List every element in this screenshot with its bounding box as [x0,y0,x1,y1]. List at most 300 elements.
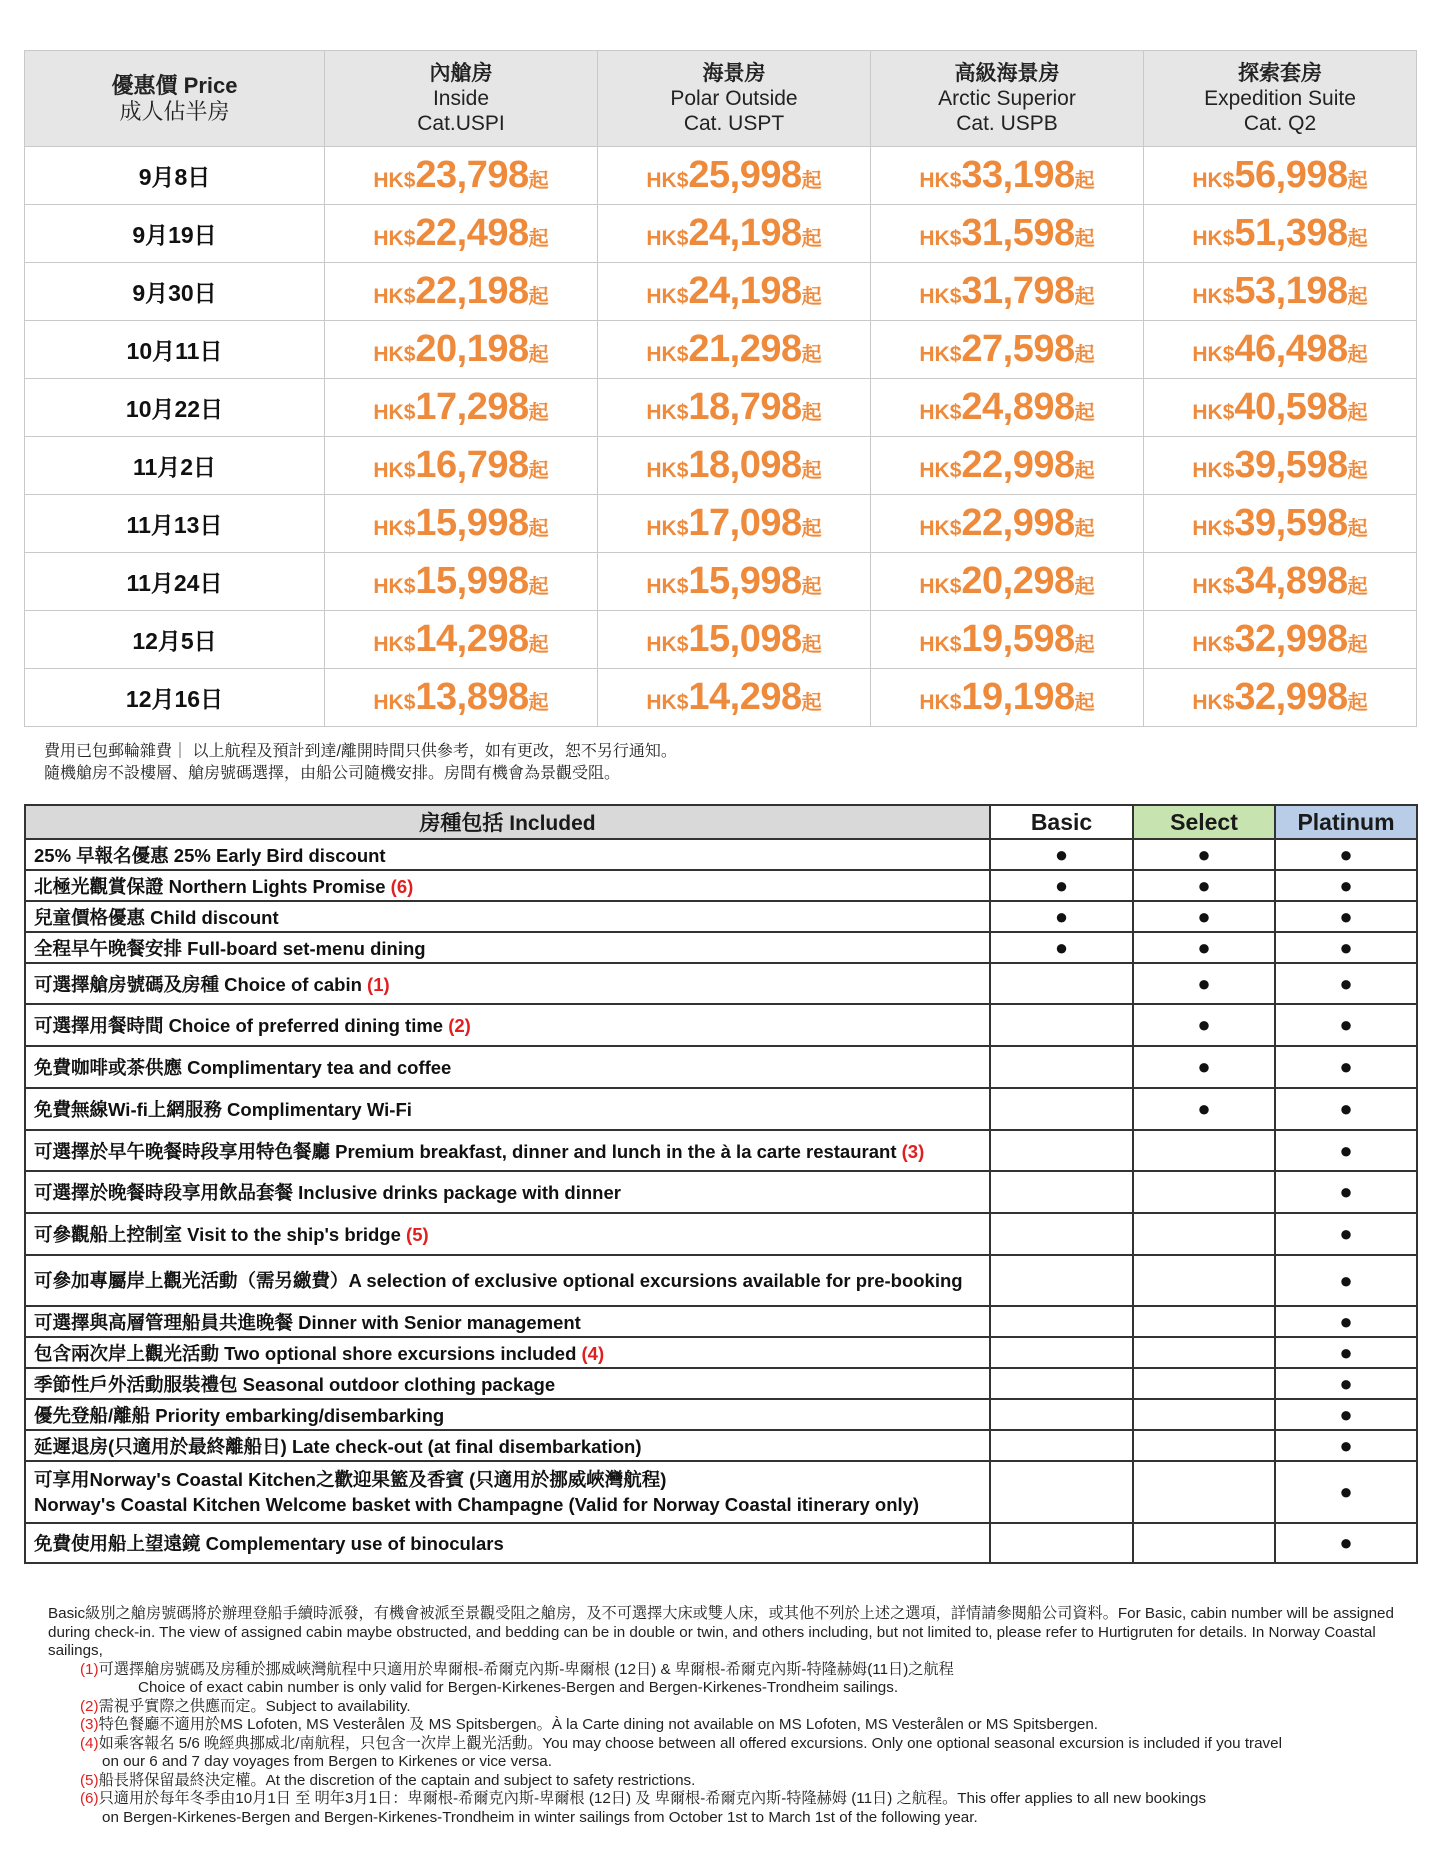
included-feature [25,932,990,963]
included-feature [25,1306,990,1337]
col-en: Polar Outside [670,87,798,110]
price-currency: HK$ [919,401,962,424]
tier-cell-select [1133,1430,1275,1461]
price-amount: 46,498 [1234,328,1348,370]
included-dot-icon: ● [1339,1267,1353,1293]
price-amount: 17,098 [688,502,802,544]
price-amount: 14,298 [415,618,529,660]
included-feature [25,1430,990,1461]
price-suffix: 起 [528,402,549,424]
footnote-item [48,1661,1420,1698]
price-currency: HK$ [646,459,689,482]
included-dot-icon: ● [1054,872,1069,898]
price-row [25,669,1417,727]
price-cell [1144,553,1417,611]
feature-text: 可選擇於早午晚餐時段享用特色餐廳 Premium breakfast, dinner and lunch in the à la carte restaurant [34,1140,902,1162]
price-currency: HK$ [373,169,416,192]
price-currency: HK$ [919,343,962,366]
tier-cell-basic [990,932,1133,963]
price-amount: 27,598 [961,328,1075,370]
included-feature [25,1213,990,1255]
tier-cell-basic [990,1130,1133,1171]
price-cell [598,611,871,669]
price-value [1192,212,1368,254]
tier-cell-platinum [1275,963,1417,1004]
included-row [25,932,1417,963]
price-value [646,444,822,486]
included-dot-icon: ● [1339,872,1353,898]
tier-cell-platinum [1275,1255,1417,1306]
feature-text: 可選擇用餐時間 Choice of preferred dining time [34,1015,449,1036]
included-row [25,839,1417,870]
col-header-polar-outside [598,51,871,147]
included-dot-icon: ● [1197,1054,1211,1079]
feature-text: 可選擇於晚餐時段享用飲品套餐 Inclusive drinks package with dinner [34,1182,621,1203]
price-cell [598,147,871,205]
footnotes [48,1605,1420,1827]
tier-cell-basic [990,1213,1133,1255]
price-suffix: 起 [528,518,549,540]
included-dot-icon: ● [1339,1370,1353,1396]
price-currency: HK$ [646,633,689,656]
price-suffix: 起 [1074,576,1095,598]
included-row [25,1337,1417,1368]
feature-text: 北極光觀賞保證 Northern Lights Promise [34,875,391,897]
included-dot-icon: ● [1339,1308,1353,1334]
tier-cell-basic [990,963,1133,1004]
included-feature [25,901,990,932]
col-zh: 探索套房 [1238,62,1322,85]
price-amount: 13,898 [415,676,529,718]
price-suffix: 起 [528,634,549,656]
price-currency: HK$ [373,401,416,424]
price-value [919,386,1095,428]
tier-cell-select [1133,1306,1275,1337]
price-cell [598,205,871,263]
footnote-item [48,1735,1420,1772]
tier-cell-platinum [1275,1213,1417,1255]
price-amount: 22,198 [415,270,529,312]
price-suffix: 起 [1347,576,1368,598]
price-cell [871,147,1144,205]
price-value [373,444,549,486]
price-suffix: 起 [1347,344,1368,366]
price-amount: 15,998 [415,502,529,544]
tier-cell-select [1133,1130,1275,1171]
price-suffix: 起 [801,344,822,366]
price-value [646,270,822,312]
price-value [1192,502,1368,544]
tier-cell-select [1133,839,1275,870]
price-amount: 31,798 [961,270,1075,312]
sailing-date: 10月22日 [25,379,325,437]
included-row [25,901,1417,932]
price-suffix: 起 [801,460,822,482]
price-suffix: 起 [1347,692,1368,714]
footnote-continuation: Choice of exact cabin number is only valid for Bergen-Kirkenes-Bergen and Bergen-Kirkenes-Trondheim sailings. [138,1679,899,1696]
included-dot-icon: ● [1339,1096,1353,1121]
price-currency: HK$ [373,517,416,540]
feature-text: 免費無線Wi-fi上網服務 Complimentary Wi-Fi [34,1099,412,1120]
price-value [1192,270,1368,312]
col-cat: Cat. USPB [956,112,1058,135]
included-dot-icon: ● [1339,841,1353,867]
price-row [25,263,1417,321]
tier-cell-platinum [1275,870,1417,901]
included-feature [25,1337,990,1368]
price-value [1192,328,1368,370]
tier-cell-platinum [1275,1088,1417,1130]
price-value [1192,154,1368,196]
price-cell [598,553,871,611]
tier-cell-platinum [1275,1368,1417,1399]
price-currency: HK$ [919,285,962,308]
price-amount: 19,598 [961,618,1075,660]
price-cell [598,437,871,495]
col-en: Arctic Superior [938,87,1076,110]
included-row [25,1306,1417,1337]
footnote-item [48,1716,1420,1735]
included-row [25,1430,1417,1461]
included-feature-header: 房種包括 Included [25,805,990,839]
included-feature [25,1368,990,1399]
price-suffix: 起 [1074,518,1095,540]
price-amount: 24,198 [688,270,802,312]
included-dot-icon: ● [1339,903,1353,929]
tier-cell-platinum [1275,839,1417,870]
price-cell [325,379,598,437]
price-amount: 15,998 [415,560,529,602]
sailing-date: 9月19日 [25,205,325,263]
price-currency: HK$ [646,575,689,598]
tier-cell-select [1133,1255,1275,1306]
footnote-number: (5) [80,1771,99,1789]
sailing-date: 9月30日 [25,263,325,321]
price-amount: 51,398 [1234,212,1348,254]
price-value [1192,676,1368,718]
price-suffix: 起 [1074,460,1095,482]
col-zh: 高級海景房 [954,62,1060,85]
price-suffix: 起 [528,576,549,598]
footnote-number: (6) [80,1790,99,1807]
price-currency: HK$ [919,691,962,714]
included-dot-icon: ● [1339,1179,1353,1204]
price-suffix: 起 [1347,518,1368,540]
tier-cell-select [1133,1171,1275,1213]
tier-cell-select [1133,1461,1275,1523]
price-amount: 14,298 [688,676,802,718]
price-cell [1144,437,1417,495]
price-corner-header [25,51,325,147]
tier-cell-select [1133,1046,1275,1088]
footnote-text: 可選擇艙房號碼及房種於挪威峽灣航程中只適用於卑爾根-希爾克內斯-卑爾根 (12日) & 卑爾根-希爾克內斯-特隆赫姆(11日)之航程 [98,1660,954,1678]
footnote-ref: (5) [406,1224,429,1245]
price-value [1192,444,1368,486]
tier-cell-platinum [1275,1523,1417,1563]
price-row [25,379,1417,437]
price-cell [325,263,598,321]
tier-cell-select [1133,1399,1275,1430]
price-amount: 16,798 [415,444,529,486]
price-currency: HK$ [1192,227,1235,250]
price-value [373,154,549,196]
included-dot-icon: ● [1197,934,1211,960]
price-cell [598,495,871,553]
footnote-text: 需視乎實際之供應而定。Subject to availability. [98,1697,411,1715]
price-table [24,50,1417,727]
price-suffix: 起 [528,692,549,714]
price-currency: HK$ [919,517,962,540]
price-value [373,386,549,428]
tier-cell-select [1133,901,1275,932]
tier-cell-platinum [1275,1171,1417,1213]
included-row [25,1523,1417,1563]
tier-cell-platinum [1275,901,1417,932]
footnote-ref: (1) [367,973,390,995]
tier-cell-basic [990,1004,1133,1046]
tier-cell-basic [990,1088,1133,1130]
price-cell [1144,611,1417,669]
price-amount: 19,198 [961,676,1075,718]
tier-cell-basic [990,1523,1133,1563]
sailing-date: 12月5日 [25,611,325,669]
included-feature [25,1523,990,1563]
price-cell [871,379,1144,437]
included-feature [25,1088,990,1130]
included-dot-icon: ● [1197,1096,1211,1121]
tier-cell-basic [990,1337,1133,1368]
tier-cell-basic [990,1461,1133,1523]
price-cell [325,437,598,495]
price-currency: HK$ [1192,343,1235,366]
price-cell [1144,495,1417,553]
feature-text: 兒童價格優惠 Child discount [34,906,279,928]
price-cell [325,669,598,727]
included-dot-icon: ● [1339,1137,1353,1163]
included-dot-icon: ● [1197,1012,1211,1037]
included-dot-icon: ● [1054,841,1069,867]
price-suffix: 起 [801,170,822,192]
price-suffix: 起 [1074,692,1095,714]
col-header-inside [325,51,598,147]
footnote-item [48,1790,1420,1827]
col-en: Inside [432,87,490,110]
tier-cell-select [1133,1337,1275,1368]
price-cell [1144,147,1417,205]
price-amount: 15,998 [688,560,802,602]
tier-cell-select [1133,1523,1275,1563]
price-currency: HK$ [646,401,689,424]
price-cell [871,437,1144,495]
price-suffix: 起 [528,344,549,366]
price-value [373,328,549,370]
price-amount: 18,798 [688,386,802,428]
feature-text: 季節性戶外活動服裝禮包 Seasonal outdoor clothing package [34,1373,556,1395]
price-value [373,270,549,312]
price-amount: 22,498 [415,212,529,254]
price-cell [325,553,598,611]
price-currency: HK$ [373,633,416,656]
included-row [25,963,1417,1004]
price-suffix: 起 [1347,402,1368,424]
price-amount: 21,298 [688,328,802,370]
price-value [646,502,822,544]
tier-cell-select [1133,963,1275,1004]
price-cell [1144,263,1417,321]
price-notes [44,741,1404,785]
price-currency: HK$ [1192,691,1235,714]
price-value [373,676,549,718]
price-suffix: 起 [528,286,549,308]
tier-cell-select [1133,870,1275,901]
price-amount: 31,598 [961,212,1075,254]
price-currency: HK$ [646,517,689,540]
tier-header-select: Select [1133,805,1275,839]
price-currency: HK$ [1192,517,1235,540]
tier-cell-basic [990,870,1133,901]
sailing-date: 11月2日 [25,437,325,495]
included-feature [25,1171,990,1213]
price-suffix: 起 [801,692,822,714]
footnote-list [48,1661,1420,1828]
tier-cell-basic [990,839,1133,870]
price-currency: HK$ [373,691,416,714]
price-currency: HK$ [1192,401,1235,424]
tier-cell-basic [990,901,1133,932]
price-currency: HK$ [1192,169,1235,192]
price-row [25,553,1417,611]
included-row [25,1213,1417,1255]
tier-cell-select [1133,1368,1275,1399]
price-amount: 32,998 [1234,676,1348,718]
footnote-text: 特色餐廳不適用於MS Lofoten, MS Vesterålen 及 MS Spitsbergen。À la Carte dining not available on MS Lofoten, MS Vesterålen or MS Spitsbergen. [98,1716,1099,1733]
tier-header-basic: Basic [990,805,1133,839]
col-header-expedition-suite [1144,51,1417,147]
included-dot-icon: ● [1339,1401,1353,1427]
col-cat: Cat.USPI [417,112,505,135]
included-dot-icon: ● [1339,1054,1353,1079]
price-amount: 24,898 [961,386,1075,428]
tier-cell-basic [990,1368,1133,1399]
price-currency: HK$ [373,459,416,482]
included-feature [25,1046,990,1088]
price-cell [1144,379,1417,437]
feature-text: 可參觀船上控制室 Visit to the ship's bridge [34,1224,407,1245]
price-cell [325,147,598,205]
price-cell [871,321,1144,379]
feature-text: 延遲退房(只適用於最終離船日) Late check-out (at final disembarkation) [34,1435,642,1457]
price-cell [871,611,1144,669]
col-zh: 內艙房 [429,62,493,85]
footnote-continuation: on our 6 and 7 day voyages from Bergen to Kirkenes or vice versa. [102,1753,552,1770]
price-value [919,270,1095,312]
price-currency: HK$ [646,691,689,714]
included-feature [25,1461,990,1523]
tier-cell-basic [990,1306,1133,1337]
price-amount: 34,898 [1234,560,1348,602]
price-amount: 22,998 [961,444,1075,486]
footnote-number: (1) [80,1660,99,1678]
price-suffix: 起 [1347,228,1368,250]
price-currency: HK$ [1192,285,1235,308]
price-cell [598,263,871,321]
price-amount: 39,598 [1234,502,1348,544]
included-dot-icon: ● [1054,934,1069,960]
price-value [919,560,1095,602]
price-suffix: 起 [801,518,822,540]
price-suffix: 起 [528,228,549,250]
price-value [919,328,1095,370]
tier-cell-platinum [1275,1130,1417,1171]
included-row [25,1368,1417,1399]
included-feature [25,1130,990,1171]
price-currency: HK$ [1192,575,1235,598]
included-dot-icon: ● [1339,1479,1353,1504]
price-currency: HK$ [373,285,416,308]
price-value [919,212,1095,254]
price-cell [1144,205,1417,263]
tier-cell-platinum [1275,1337,1417,1368]
footnote-number: (4) [80,1734,99,1752]
feature-text: 包含兩次岸上觀光活動 Two optional shore excursions included [34,1342,582,1364]
included-feature [25,839,990,870]
price-suffix: 起 [1074,344,1095,366]
included-feature [25,1004,990,1046]
price-row [25,321,1417,379]
price-suffix: 起 [1347,634,1368,656]
price-amount: 20,198 [415,328,529,370]
price-value [373,618,549,660]
price-currency: HK$ [646,343,689,366]
price-currency: HK$ [1192,633,1235,656]
col-header-arctic-superior [871,51,1144,147]
included-dot-icon: ● [1339,934,1353,960]
price-value [919,676,1095,718]
included-body [25,839,1417,1563]
included-dot-icon: ● [1197,903,1211,929]
included-dot-icon: ● [1054,903,1069,929]
price-cell [325,611,598,669]
price-currency: HK$ [646,285,689,308]
price-currency: HK$ [373,575,416,598]
price-suffix: 起 [1074,170,1095,192]
included-row [25,1171,1417,1213]
price-value [646,154,822,196]
sailing-date: 11月13日 [25,495,325,553]
feature-text: 免費咖啡或茶供應 Complimentary tea and coffee [34,1057,452,1078]
price-value [373,502,549,544]
price-row [25,495,1417,553]
tier-cell-select [1133,1088,1275,1130]
included-feature [25,1255,990,1306]
footnote-number: (3) [80,1716,99,1733]
col-en: Expedition Suite [1204,87,1356,110]
price-currency: HK$ [373,227,416,250]
price-value [1192,560,1368,602]
price-suffix: 起 [528,460,549,482]
col-cat: Cat. USPT [683,112,785,135]
footnote-item [48,1772,1420,1791]
price-value [1192,618,1368,660]
price-currency: HK$ [919,169,962,192]
tier-cell-basic [990,1255,1133,1306]
included-dot-icon: ● [1339,1012,1353,1037]
price-cell [325,321,598,379]
footnote-text: 船長將保留最終決定權。At the discretion of the captain and subject to safety restrictions. [98,1771,696,1789]
price-suffix: 起 [801,286,822,308]
price-amount: 18,098 [688,444,802,486]
price-amount: 53,198 [1234,270,1348,312]
